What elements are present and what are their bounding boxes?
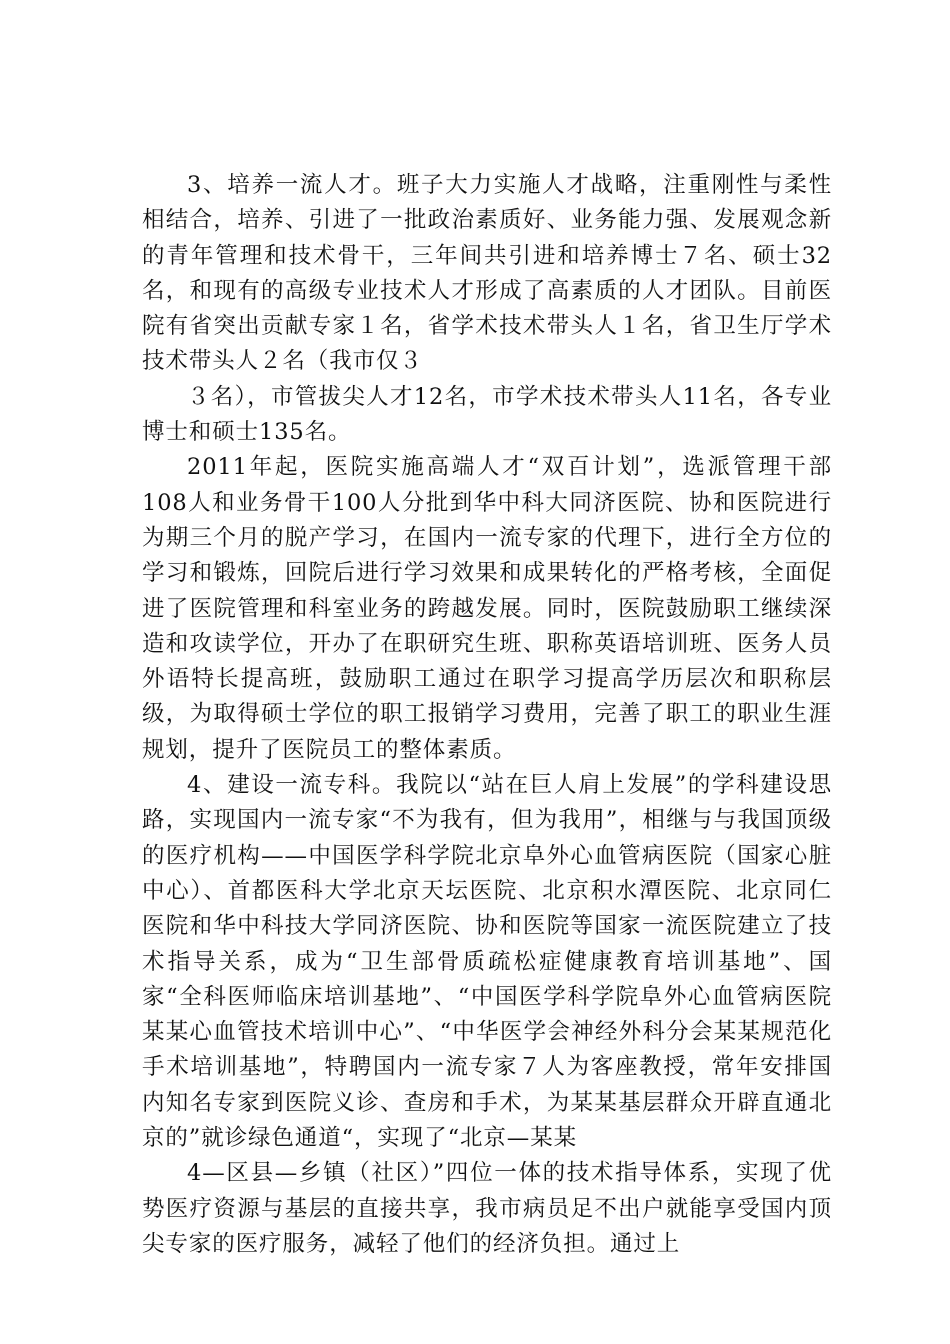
paragraph-specialty-building: 4、建设一流专科。我院以“站在巨人肩上发展”的学科建设思路，实现国内一流专家“不为我有，但为我用”，相继与与我国顶级的医疗机构——中国医学科学院北京阜外心血管病医院（国家心脏中心）、首都医科大学北京天坛医院、北京积水潭医院、北京同仁医院和华中科技大学同济医院、协和医院等国家一流医院建立了技术指导关系，成为“卫生部骨质疏松症健康教育培训基地”、国家“全科医师临床培训基地”、“中国医学科学院阜外心血管病医院某某心血管技术培训中心”、“中华医学会神经外科分会某某规范化手术培训基地”，特聘国内一流专家７人为客座教授，常年安排国内知名专家到医院义诊、查房和手术，为某某基层群众开辟直通北京的”就诊绿色通道“，实现了“北京—某某: [142, 772, 832, 1152]
paragraph-guidance-system: 4—区县—乡镇（社区）”四位一体的技术指导体系，实现了优势医疗资源与基层的直接共享，我市病员足不出户就能享受国内顶尖专家的医疗服务，减轻了他们的经济负担。通过上: [142, 1160, 832, 1257]
paragraph-talent-training: 3、培养一流人才。班子大力实施人才战略，注重刚性与柔性相结合，培养、引进了一批政治素质好、业务能力强、发展观念新的青年管理和技术骨干，三年间共引进和培养博士７名、硕士32名，和现有的高级专业技术人才形成了高素质的人才团队。目前医院有省突出贡献专家１名，省学术技术带头人１名，省卫生厅学术技术带头人２名（我市仅３: [142, 172, 832, 375]
document-body: [142, 168, 832, 1262]
paragraph-talent-counts: ３名），市管拔尖人才12名，市学术技术带头人11名，各专业博士和硕士135名。: [142, 383, 832, 446]
paragraph-double-hundred-plan: 2011年起，医院实施高端人才“双百计划”，选派管理干部108人和业务骨干100人分批到华中科大同济医院、协和医院进行为期三个月的脱产学习，在国内一流专家的代理下，进行全方位的学习和锻炼，回院后进行学习效果和成果转化的严格考核，全面促进了医院管理和科室业务的跨越发展。同时，医院鼓励职工继续深造和攻读学位，开办了在职研究生班、职称英语培训班、医务人员外语特长提高班，鼓励职工通过在职学习提高学历层次和职称层级，为取得硕士学位的职工报销学习费用，完善了职工的职业生涯规划，提升了医院员工的整体素质。: [142, 454, 832, 763]
